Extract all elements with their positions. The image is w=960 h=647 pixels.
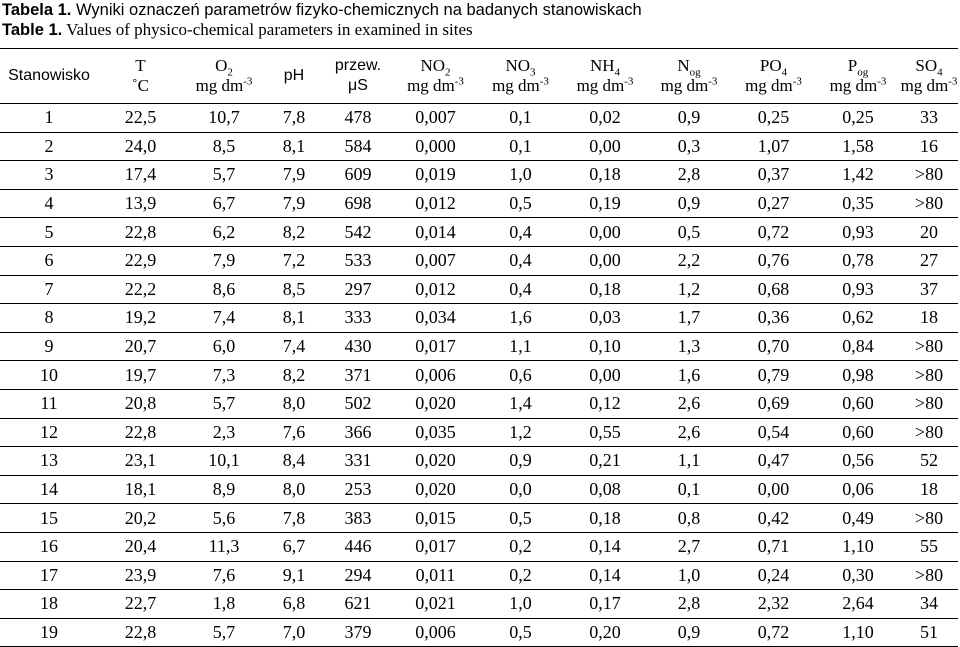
cell-so4: >80 xyxy=(900,418,958,447)
cell-nh4: 0,02 xyxy=(563,104,647,133)
table-body xyxy=(0,104,958,647)
cell-nh4: 0,14 xyxy=(563,532,647,561)
table-row xyxy=(0,447,958,476)
cell-conductivity: 609 xyxy=(323,161,393,190)
cell-so4: >80 xyxy=(900,389,958,418)
cell-stanowisko: 19 xyxy=(0,618,98,647)
cell-no3: 0,1 xyxy=(478,104,563,133)
cell-n-og: 0,5 xyxy=(647,218,731,247)
cell-o2: 10,1 xyxy=(183,447,265,476)
cell-po4: 1,07 xyxy=(731,132,816,161)
parameters-table xyxy=(0,48,958,647)
cell-po4: 0,00 xyxy=(731,475,816,504)
cell-stanowisko: 13 xyxy=(0,447,98,476)
cell-p-og: 2,64 xyxy=(816,590,900,619)
cell-ph: 8,5 xyxy=(265,275,323,304)
cell-n-og: 0,9 xyxy=(647,189,731,218)
cell-no2: 0,019 xyxy=(393,161,478,190)
cell-no3: 1,2 xyxy=(478,418,563,447)
cell-temperature: 22,8 xyxy=(98,218,183,247)
cell-no2: 0,017 xyxy=(393,332,478,361)
cell-ph: 7,9 xyxy=(265,161,323,190)
table-row xyxy=(0,618,958,647)
cell-p-og: 1,42 xyxy=(816,161,900,190)
header-p-og: $P_{og}$ mg $dm^{-3}$ xyxy=(816,49,900,104)
cell-temperature: 22,5 xyxy=(98,104,183,133)
cell-conductivity: 542 xyxy=(323,218,393,247)
cell-nh4: 0,18 xyxy=(563,161,647,190)
cell-po4: 0,24 xyxy=(731,561,816,590)
cell-no3: 0,0 xyxy=(478,475,563,504)
cell-no3: 0,1 xyxy=(478,132,563,161)
cell-conductivity: 253 xyxy=(323,475,393,504)
cell-temperature: 17,4 xyxy=(98,161,183,190)
cell-po4: 0,47 xyxy=(731,447,816,476)
cell-nh4: 0,18 xyxy=(563,504,647,533)
cell-po4: 0,72 xyxy=(731,618,816,647)
cell-ph: 8,1 xyxy=(265,304,323,333)
caption-polish-label: Tabela 1. xyxy=(2,1,72,19)
cell-stanowisko: 14 xyxy=(0,475,98,504)
cell-o2: 5,7 xyxy=(183,618,265,647)
cell-conductivity: 446 xyxy=(323,532,393,561)
cell-so4: >80 xyxy=(900,361,958,390)
cell-ph: 8,2 xyxy=(265,218,323,247)
header-nh4: $NH_4$ mg $dm^{-3}$ xyxy=(563,49,647,104)
cell-n-og: 0,3 xyxy=(647,132,731,161)
cell-conductivity: 379 xyxy=(323,618,393,647)
cell-so4: 18 xyxy=(900,475,958,504)
cell-so4: 55 xyxy=(900,532,958,561)
cell-p-og: 0,25 xyxy=(816,104,900,133)
caption-english xyxy=(2,20,642,40)
cell-ph: 8,0 xyxy=(265,389,323,418)
cell-ph: 7,4 xyxy=(265,332,323,361)
cell-temperature: 20,8 xyxy=(98,389,183,418)
cell-n-og: 1,2 xyxy=(647,275,731,304)
cell-nh4: 0,21 xyxy=(563,447,647,476)
header-so4: $SO_4$ mg $dm^{-3}$ xyxy=(900,49,958,104)
cell-po4: 0,37 xyxy=(731,161,816,190)
cell-stanowisko: 1 xyxy=(0,104,98,133)
cell-no3: 0,5 xyxy=(478,504,563,533)
cell-conductivity: 333 xyxy=(323,304,393,333)
cell-po4: 0,76 xyxy=(731,246,816,275)
cell-so4: >80 xyxy=(900,189,958,218)
table-row xyxy=(0,104,958,133)
cell-no3: 1,6 xyxy=(478,304,563,333)
header-conductivity: przew. μS xyxy=(323,49,393,104)
header-ph: pH xyxy=(265,49,323,104)
cell-o2: 6,7 xyxy=(183,189,265,218)
caption-polish-text: Wyniki oznaczeń parametrów fizyko-chemicznych na badanych stanowiskach xyxy=(76,1,642,19)
cell-nh4: 0,08 xyxy=(563,475,647,504)
cell-so4: 18 xyxy=(900,304,958,333)
cell-n-og: 1,1 xyxy=(647,447,731,476)
table-row xyxy=(0,389,958,418)
cell-o2: 10,7 xyxy=(183,104,265,133)
cell-p-og: 0,93 xyxy=(816,275,900,304)
cell-po4: 0,71 xyxy=(731,532,816,561)
cell-so4: 37 xyxy=(900,275,958,304)
cell-p-og: 0,56 xyxy=(816,447,900,476)
cell-po4: 0,72 xyxy=(731,218,816,247)
cell-no2: 0,021 xyxy=(393,590,478,619)
cell-so4: 33 xyxy=(900,104,958,133)
cell-o2: 5,6 xyxy=(183,504,265,533)
table-row xyxy=(0,189,958,218)
cell-so4: 52 xyxy=(900,447,958,476)
cell-nh4: 0,00 xyxy=(563,361,647,390)
cell-no2: 0,012 xyxy=(393,275,478,304)
table-row xyxy=(0,218,958,247)
cell-po4: 0,79 xyxy=(731,361,816,390)
table-row xyxy=(0,304,958,333)
cell-no2: 0,020 xyxy=(393,475,478,504)
cell-conductivity: 366 xyxy=(323,418,393,447)
cell-no2: 0,011 xyxy=(393,561,478,590)
cell-po4: 0,27 xyxy=(731,189,816,218)
cell-n-og: 0,1 xyxy=(647,475,731,504)
cell-stanowisko: 5 xyxy=(0,218,98,247)
cell-temperature: 20,4 xyxy=(98,532,183,561)
cell-p-og: 1,10 xyxy=(816,618,900,647)
cell-po4: 0,68 xyxy=(731,275,816,304)
cell-temperature: 24,0 xyxy=(98,132,183,161)
cell-o2: 7,3 xyxy=(183,361,265,390)
cell-n-og: 2,6 xyxy=(647,418,731,447)
cell-o2: 7,4 xyxy=(183,304,265,333)
cell-no2: 0,034 xyxy=(393,304,478,333)
cell-stanowisko: 12 xyxy=(0,418,98,447)
cell-o2: 11,3 xyxy=(183,532,265,561)
cell-stanowisko: 9 xyxy=(0,332,98,361)
cell-temperature: 22,2 xyxy=(98,275,183,304)
cell-n-og: 0,9 xyxy=(647,104,731,133)
cell-no3: 1,0 xyxy=(478,590,563,619)
table-row xyxy=(0,504,958,533)
cell-p-og: 0,60 xyxy=(816,389,900,418)
cell-no3: 1,4 xyxy=(478,389,563,418)
cell-so4: 20 xyxy=(900,218,958,247)
cell-temperature: 19,2 xyxy=(98,304,183,333)
cell-no3: 0,4 xyxy=(478,218,563,247)
cell-conductivity: 698 xyxy=(323,189,393,218)
cell-p-og: 0,60 xyxy=(816,418,900,447)
table-row xyxy=(0,361,958,390)
cell-conductivity: 371 xyxy=(323,361,393,390)
cell-ph: 7,6 xyxy=(265,418,323,447)
cell-temperature: 23,1 xyxy=(98,447,183,476)
cell-p-og: 1,10 xyxy=(816,532,900,561)
cell-no2: 0,014 xyxy=(393,218,478,247)
table-captions xyxy=(2,0,642,40)
table-row xyxy=(0,590,958,619)
cell-temperature: 22,8 xyxy=(98,618,183,647)
cell-temperature: 22,7 xyxy=(98,590,183,619)
header-o2: $O_2$ mg $dm^{-3}$ xyxy=(183,49,265,104)
table-row xyxy=(0,561,958,590)
cell-so4: 27 xyxy=(900,246,958,275)
cell-ph: 7,8 xyxy=(265,104,323,133)
table-row xyxy=(0,161,958,190)
cell-stanowisko: 2 xyxy=(0,132,98,161)
cell-conductivity: 533 xyxy=(323,246,393,275)
cell-so4: 51 xyxy=(900,618,958,647)
caption-english-label: Table 1. xyxy=(2,21,63,39)
table-row xyxy=(0,475,958,504)
cell-n-og: 2,6 xyxy=(647,389,731,418)
table-row xyxy=(0,132,958,161)
cell-n-og: 2,7 xyxy=(647,532,731,561)
cell-stanowisko: 17 xyxy=(0,561,98,590)
cell-temperature: 22,8 xyxy=(98,418,183,447)
cell-po4: 2,32 xyxy=(731,590,816,619)
cell-o2: 5,7 xyxy=(183,389,265,418)
cell-nh4: 0,12 xyxy=(563,389,647,418)
cell-p-og: 0,98 xyxy=(816,361,900,390)
cell-n-og: 2,8 xyxy=(647,161,731,190)
cell-so4: 16 xyxy=(900,132,958,161)
cell-nh4: 0,17 xyxy=(563,590,647,619)
caption-polish xyxy=(2,0,642,20)
cell-no3: 0,9 xyxy=(478,447,563,476)
cell-no3: 0,4 xyxy=(478,275,563,304)
cell-no3: 0,6 xyxy=(478,361,563,390)
cell-conductivity: 584 xyxy=(323,132,393,161)
cell-o2: 2,3 xyxy=(183,418,265,447)
cell-no2: 0,015 xyxy=(393,504,478,533)
cell-ph: 8,0 xyxy=(265,475,323,504)
cell-po4: 0,36 xyxy=(731,304,816,333)
cell-ph: 7,0 xyxy=(265,618,323,647)
cell-ph: 8,2 xyxy=(265,361,323,390)
cell-ph: 6,8 xyxy=(265,590,323,619)
cell-conductivity: 294 xyxy=(323,561,393,590)
cell-nh4: 0,10 xyxy=(563,332,647,361)
cell-ph: 7,9 xyxy=(265,189,323,218)
cell-so4: >80 xyxy=(900,332,958,361)
cell-no2: 0,007 xyxy=(393,246,478,275)
header-temperature: T ˚C xyxy=(98,49,183,104)
cell-stanowisko: 18 xyxy=(0,590,98,619)
cell-ph: 7,8 xyxy=(265,504,323,533)
header-n-og: $N_{og}$ mg $dm^{-3}$ xyxy=(647,49,731,104)
cell-n-og: 0,8 xyxy=(647,504,731,533)
cell-nh4: 0,03 xyxy=(563,304,647,333)
cell-stanowisko: 10 xyxy=(0,361,98,390)
cell-no2: 0,017 xyxy=(393,532,478,561)
cell-conductivity: 502 xyxy=(323,389,393,418)
cell-conductivity: 383 xyxy=(323,504,393,533)
cell-p-og: 0,35 xyxy=(816,189,900,218)
cell-nh4: 0,55 xyxy=(563,418,647,447)
cell-no2: 0,035 xyxy=(393,418,478,447)
table-row xyxy=(0,275,958,304)
table-row xyxy=(0,246,958,275)
cell-no3: 0,2 xyxy=(478,561,563,590)
cell-no3: 1,1 xyxy=(478,332,563,361)
cell-nh4: 0,00 xyxy=(563,246,647,275)
cell-nh4: 0,18 xyxy=(563,275,647,304)
caption-english-text: Values of physico-chemical parameters in examined in sites xyxy=(66,20,473,39)
cell-temperature: 23,9 xyxy=(98,561,183,590)
cell-stanowisko: 7 xyxy=(0,275,98,304)
cell-o2: 1,8 xyxy=(183,590,265,619)
table-row xyxy=(0,532,958,561)
cell-n-og: 1,7 xyxy=(647,304,731,333)
cell-o2: 8,6 xyxy=(183,275,265,304)
cell-temperature: 13,9 xyxy=(98,189,183,218)
cell-po4: 0,69 xyxy=(731,389,816,418)
header-stanowisko: Stanowisko xyxy=(0,49,98,104)
cell-p-og: 0,78 xyxy=(816,246,900,275)
cell-p-og: 0,62 xyxy=(816,304,900,333)
cell-nh4: 0,20 xyxy=(563,618,647,647)
cell-o2: 6,2 xyxy=(183,218,265,247)
cell-ph: 7,2 xyxy=(265,246,323,275)
cell-nh4: 0,00 xyxy=(563,218,647,247)
cell-conductivity: 430 xyxy=(323,332,393,361)
cell-stanowisko: 6 xyxy=(0,246,98,275)
header-po4: $PO_4$ mg $dm^{-3}$ xyxy=(731,49,816,104)
cell-temperature: 18,1 xyxy=(98,475,183,504)
cell-o2: 8,9 xyxy=(183,475,265,504)
cell-no2: 0,007 xyxy=(393,104,478,133)
cell-n-og: 2,8 xyxy=(647,590,731,619)
cell-p-og: 0,84 xyxy=(816,332,900,361)
cell-po4: 0,25 xyxy=(731,104,816,133)
cell-no3: 0,5 xyxy=(478,618,563,647)
cell-conductivity: 331 xyxy=(323,447,393,476)
cell-no3: 0,4 xyxy=(478,246,563,275)
cell-temperature: 19,7 xyxy=(98,361,183,390)
header-no3: $NO_3$ mg $dm^{-3}$ xyxy=(478,49,563,104)
cell-ph: 8,4 xyxy=(265,447,323,476)
cell-no2: 0,012 xyxy=(393,189,478,218)
cell-o2: 7,9 xyxy=(183,246,265,275)
cell-no3: 0,2 xyxy=(478,532,563,561)
cell-stanowisko: 16 xyxy=(0,532,98,561)
cell-po4: 0,42 xyxy=(731,504,816,533)
cell-o2: 5,7 xyxy=(183,161,265,190)
cell-no2: 0,000 xyxy=(393,132,478,161)
table-row xyxy=(0,332,958,361)
cell-po4: 0,54 xyxy=(731,418,816,447)
cell-so4: >80 xyxy=(900,161,958,190)
cell-conductivity: 478 xyxy=(323,104,393,133)
header-row xyxy=(0,49,958,104)
cell-n-og: 2,2 xyxy=(647,246,731,275)
cell-so4: >80 xyxy=(900,504,958,533)
table-row xyxy=(0,418,958,447)
cell-o2: 6,0 xyxy=(183,332,265,361)
cell-no3: 1,0 xyxy=(478,161,563,190)
cell-so4: 34 xyxy=(900,590,958,619)
cell-nh4: 0,19 xyxy=(563,189,647,218)
cell-temperature: 20,2 xyxy=(98,504,183,533)
cell-stanowisko: 15 xyxy=(0,504,98,533)
cell-temperature: 22,9 xyxy=(98,246,183,275)
cell-no2: 0,006 xyxy=(393,361,478,390)
cell-ph: 9,1 xyxy=(265,561,323,590)
cell-conductivity: 621 xyxy=(323,590,393,619)
cell-n-og: 1,3 xyxy=(647,332,731,361)
cell-n-og: 1,6 xyxy=(647,361,731,390)
cell-p-og: 1,58 xyxy=(816,132,900,161)
cell-nh4: 0,14 xyxy=(563,561,647,590)
cell-stanowisko: 11 xyxy=(0,389,98,418)
cell-po4: 0,70 xyxy=(731,332,816,361)
cell-p-og: 0,06 xyxy=(816,475,900,504)
cell-temperature: 20,7 xyxy=(98,332,183,361)
header-no2: $NO_2$ mg $dm^{-3}$ xyxy=(393,49,478,104)
cell-p-og: 0,93 xyxy=(816,218,900,247)
cell-ph: 8,1 xyxy=(265,132,323,161)
cell-nh4: 0,00 xyxy=(563,132,647,161)
cell-ph: 6,7 xyxy=(265,532,323,561)
cell-no2: 0,006 xyxy=(393,618,478,647)
cell-n-og: 0,9 xyxy=(647,618,731,647)
cell-stanowisko: 3 xyxy=(0,161,98,190)
cell-no2: 0,020 xyxy=(393,447,478,476)
cell-stanowisko: 4 xyxy=(0,189,98,218)
cell-no2: 0,020 xyxy=(393,389,478,418)
cell-stanowisko: 8 xyxy=(0,304,98,333)
cell-p-og: 0,49 xyxy=(816,504,900,533)
cell-so4: >80 xyxy=(900,561,958,590)
cell-o2: 7,6 xyxy=(183,561,265,590)
cell-o2: 8,5 xyxy=(183,132,265,161)
cell-conductivity: 297 xyxy=(323,275,393,304)
cell-p-og: 0,30 xyxy=(816,561,900,590)
cell-n-og: 1,0 xyxy=(647,561,731,590)
cell-no3: 0,5 xyxy=(478,189,563,218)
